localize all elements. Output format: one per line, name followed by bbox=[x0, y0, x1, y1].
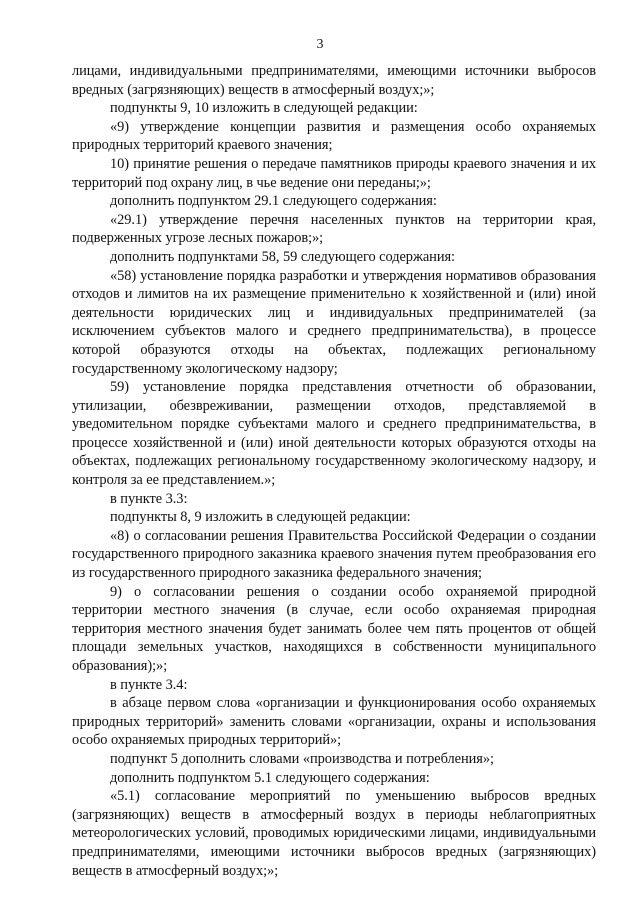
paragraph: подпункт 5 дополнить словами «производства и потребления»; bbox=[110, 750, 494, 767]
document-body bbox=[72, 62, 596, 880]
paragraph: в пункте 3.3: bbox=[110, 490, 188, 507]
paragraph: «58) установление порядка разработки и утверждения нормативов образования отходов и лимитов на их размещение применительно к хозяйственной и (или) иной деятельности юридических лиц и индивидуальных предпринимателей (за исключением субъектов малого и среднего предпринимательства), в процессе которой образуются отходы на объектах, подлежащих региональному государственному экологическому надзору; bbox=[72, 267, 596, 377]
paragraph: 9) о согласовании решения о создании особо охраняемой природной территории местного значения (в случае, если особо охраняемая природная территория местного значения будет занимать более чем пять процентов от общей площади земельных участков, находящихся в собственности муниципального образования);»; bbox=[72, 583, 596, 674]
paragraph: лицами, индивидуальными предпринимателями, имеющими источники выбросов вредных (загрязняющих) веществ в атмосферный воздух;»; bbox=[72, 63, 596, 98]
page-number: 3 bbox=[316, 37, 324, 52]
paragraph: «29.1) утверждение перечня населенных пунктов на территории края, подверженных угрозе лесных пожаров;»; bbox=[72, 211, 596, 247]
paragraph: 10) принятие решения о передаче памятников природы краевого значения и их территорий под охрану лиц, в чье ведение они переданы;»; bbox=[72, 155, 596, 191]
paragraph: «5.1) согласование мероприятий по уменьшению выбросов вредных (загрязняющих) веществ в атмосферный воздух в периоды неблагоприятных метеорологических условий, проводимых юридическими лицами, индивидуальными предпринимателями, имеющими источники выбросов вредных (загрязняющих) веществ в атмосферный воздух;»; bbox=[72, 788, 596, 879]
paragraph: дополнить подпунктом 29.1 следующего содержания: bbox=[110, 193, 437, 210]
paragraph: подпункты 9, 10 изложить в следующей редакции: bbox=[110, 100, 418, 117]
paragraph: дополнить подпунктами 58, 59 следующего содержания: bbox=[110, 248, 456, 265]
paragraph: в пункте 3.4: bbox=[110, 676, 188, 693]
paragraph: 59) установление порядка представления отчетности об образовании, утилизации, обезвреживании, размещении отходов, представляемой в уведомительном порядке субъектами малого и среднего предпринимательства, в процессе хозяйственной и (или) иной деятельности которых образуются отходы на объектах, подлежащих региональному государственному экологическому надзору, и контроля за ее представлением.»; bbox=[72, 379, 596, 489]
paragraph: подпункты 8, 9 изложить в следующей редакции: bbox=[110, 509, 411, 526]
paragraph: в абзаце первом слова «организации и функционирования особо охраняемых природных территорий» заменить словами «организации, охраны и использования особо охраняемых природных территорий»; bbox=[72, 695, 596, 749]
paragraph: «8) о согласовании решения Правительства Российской Федерации о создании государственного природного заказника краевого значения путем преобразования его из государственного природного заказника федерального значения; bbox=[72, 527, 596, 582]
paragraph: дополнить подпунктом 5.1 следующего содержания: bbox=[110, 769, 430, 786]
paragraph: «9) утверждение концепции развития и размещения особо охраняемых природных территорий краевого значения; bbox=[72, 118, 596, 154]
